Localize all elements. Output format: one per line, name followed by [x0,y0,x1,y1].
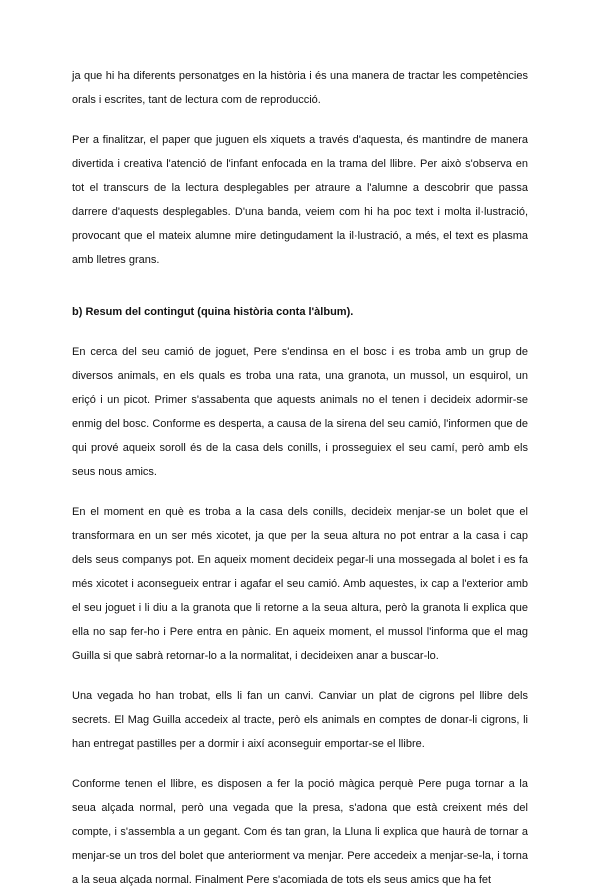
section-heading: b) Resum del contingut (quina història conta l'àlbum). [72,306,354,318]
summary-paragraph-2: En el moment en què es troba a la casa dels conills, decideix menjar-se un bolet que el transformara en un ser més xicotet, ja que per la seua altura no pot entrar a la casa i cap dels seus companys pot. En aqueix moment decideix pegar-li una mossegada al bolet i es fa més xicotet i aconsegueix entrar i agafar el seu camió. Amb aquestes, ix cap a l'exterior amb el seu joguet i li diu a la granota que li retorne a la seua altura, però la granota li explica que ella no sap fer-ho i Pere entra en pànic. En aqueix moment, el mussol l'informa que el mag Guilla si que sabrà retornar-lo a la normalitat, i decideixen anar a buscar-lo. [72,506,528,662]
paragraph-gap [72,756,528,772]
heading-gap [72,324,528,340]
summary-paragraph-3: Una vegada ho han trobat, ells li fan un canvi. Canviar un plat de cigrons pel llibre dels secrets. El Mag Guilla accedeix al tracte, però els animals en comptes de donar-li cigrons, li han entregat pastilles per a dormir i així aconseguir emportar-se el llibre. [72,690,528,750]
paragraph-gap [72,668,528,684]
paragraph-gap [72,112,528,128]
document-page [72,64,528,892]
summary-paragraph-1: En cerca del seu camió de joguet, Pere s'endinsa en el bosc i es troba amb un grup de diversos animals, en els quals es troba una rata, una granota, un mussol, un esquirol, un eriçó i un picot. Primer s'assabenta que aquests animals no el tenen i decideix adormir-se enmig del bosc. Conforme es desperta, a causa de la sirena del seu camió, l'informen que de qui prové aqueix soroll és de la casa dels conills, i prosseguiex el seu camí, però amb els seus nous amics. [72,346,528,478]
section-gap [72,272,528,300]
paragraph-gap [72,484,528,500]
summary-paragraph-4: Conforme tenen el llibre, es disposen a fer la poció màgica perquè Pere puga tornar a la seua alçada normal, però una vegada que la presa, s'adona que està creixent més del compte, i s'assembla a un gegant. Com és tan gran, la Lluna li explica que haurà de tornar a menjar-se un tros del bolet que anteriorment va menjar. Pere accedeix a menjar-se-la, i torna a la seua alçada normal. Finalment Pere s'acomiada de tots els seus amics que ha fet [72,778,528,886]
conclusion-paragraph: Per a finalitzar, el paper que juguen els xiquets a través d'aquesta, és mantindre de manera divertida i creativa l'atenció de l'infant enfocada en la trama del llibre. Per això s'observa en tot el transcurs de la lectura desplegables per atraure a l'alumne a descobrir que passa darrere d'aquests desplegables. D'una banda, veiem com hi ha poc text i molta il·lustració, provocant que el mateix alumne mire detingudament la il·lustració, a més, el text es plasma amb lletres grans. [72,134,528,266]
intro-paragraph-continuation: ja que hi ha diferents personatges en la història i és una manera de tractar les competències orals i escrites, tant de lectura com de reproducció. [72,70,528,106]
